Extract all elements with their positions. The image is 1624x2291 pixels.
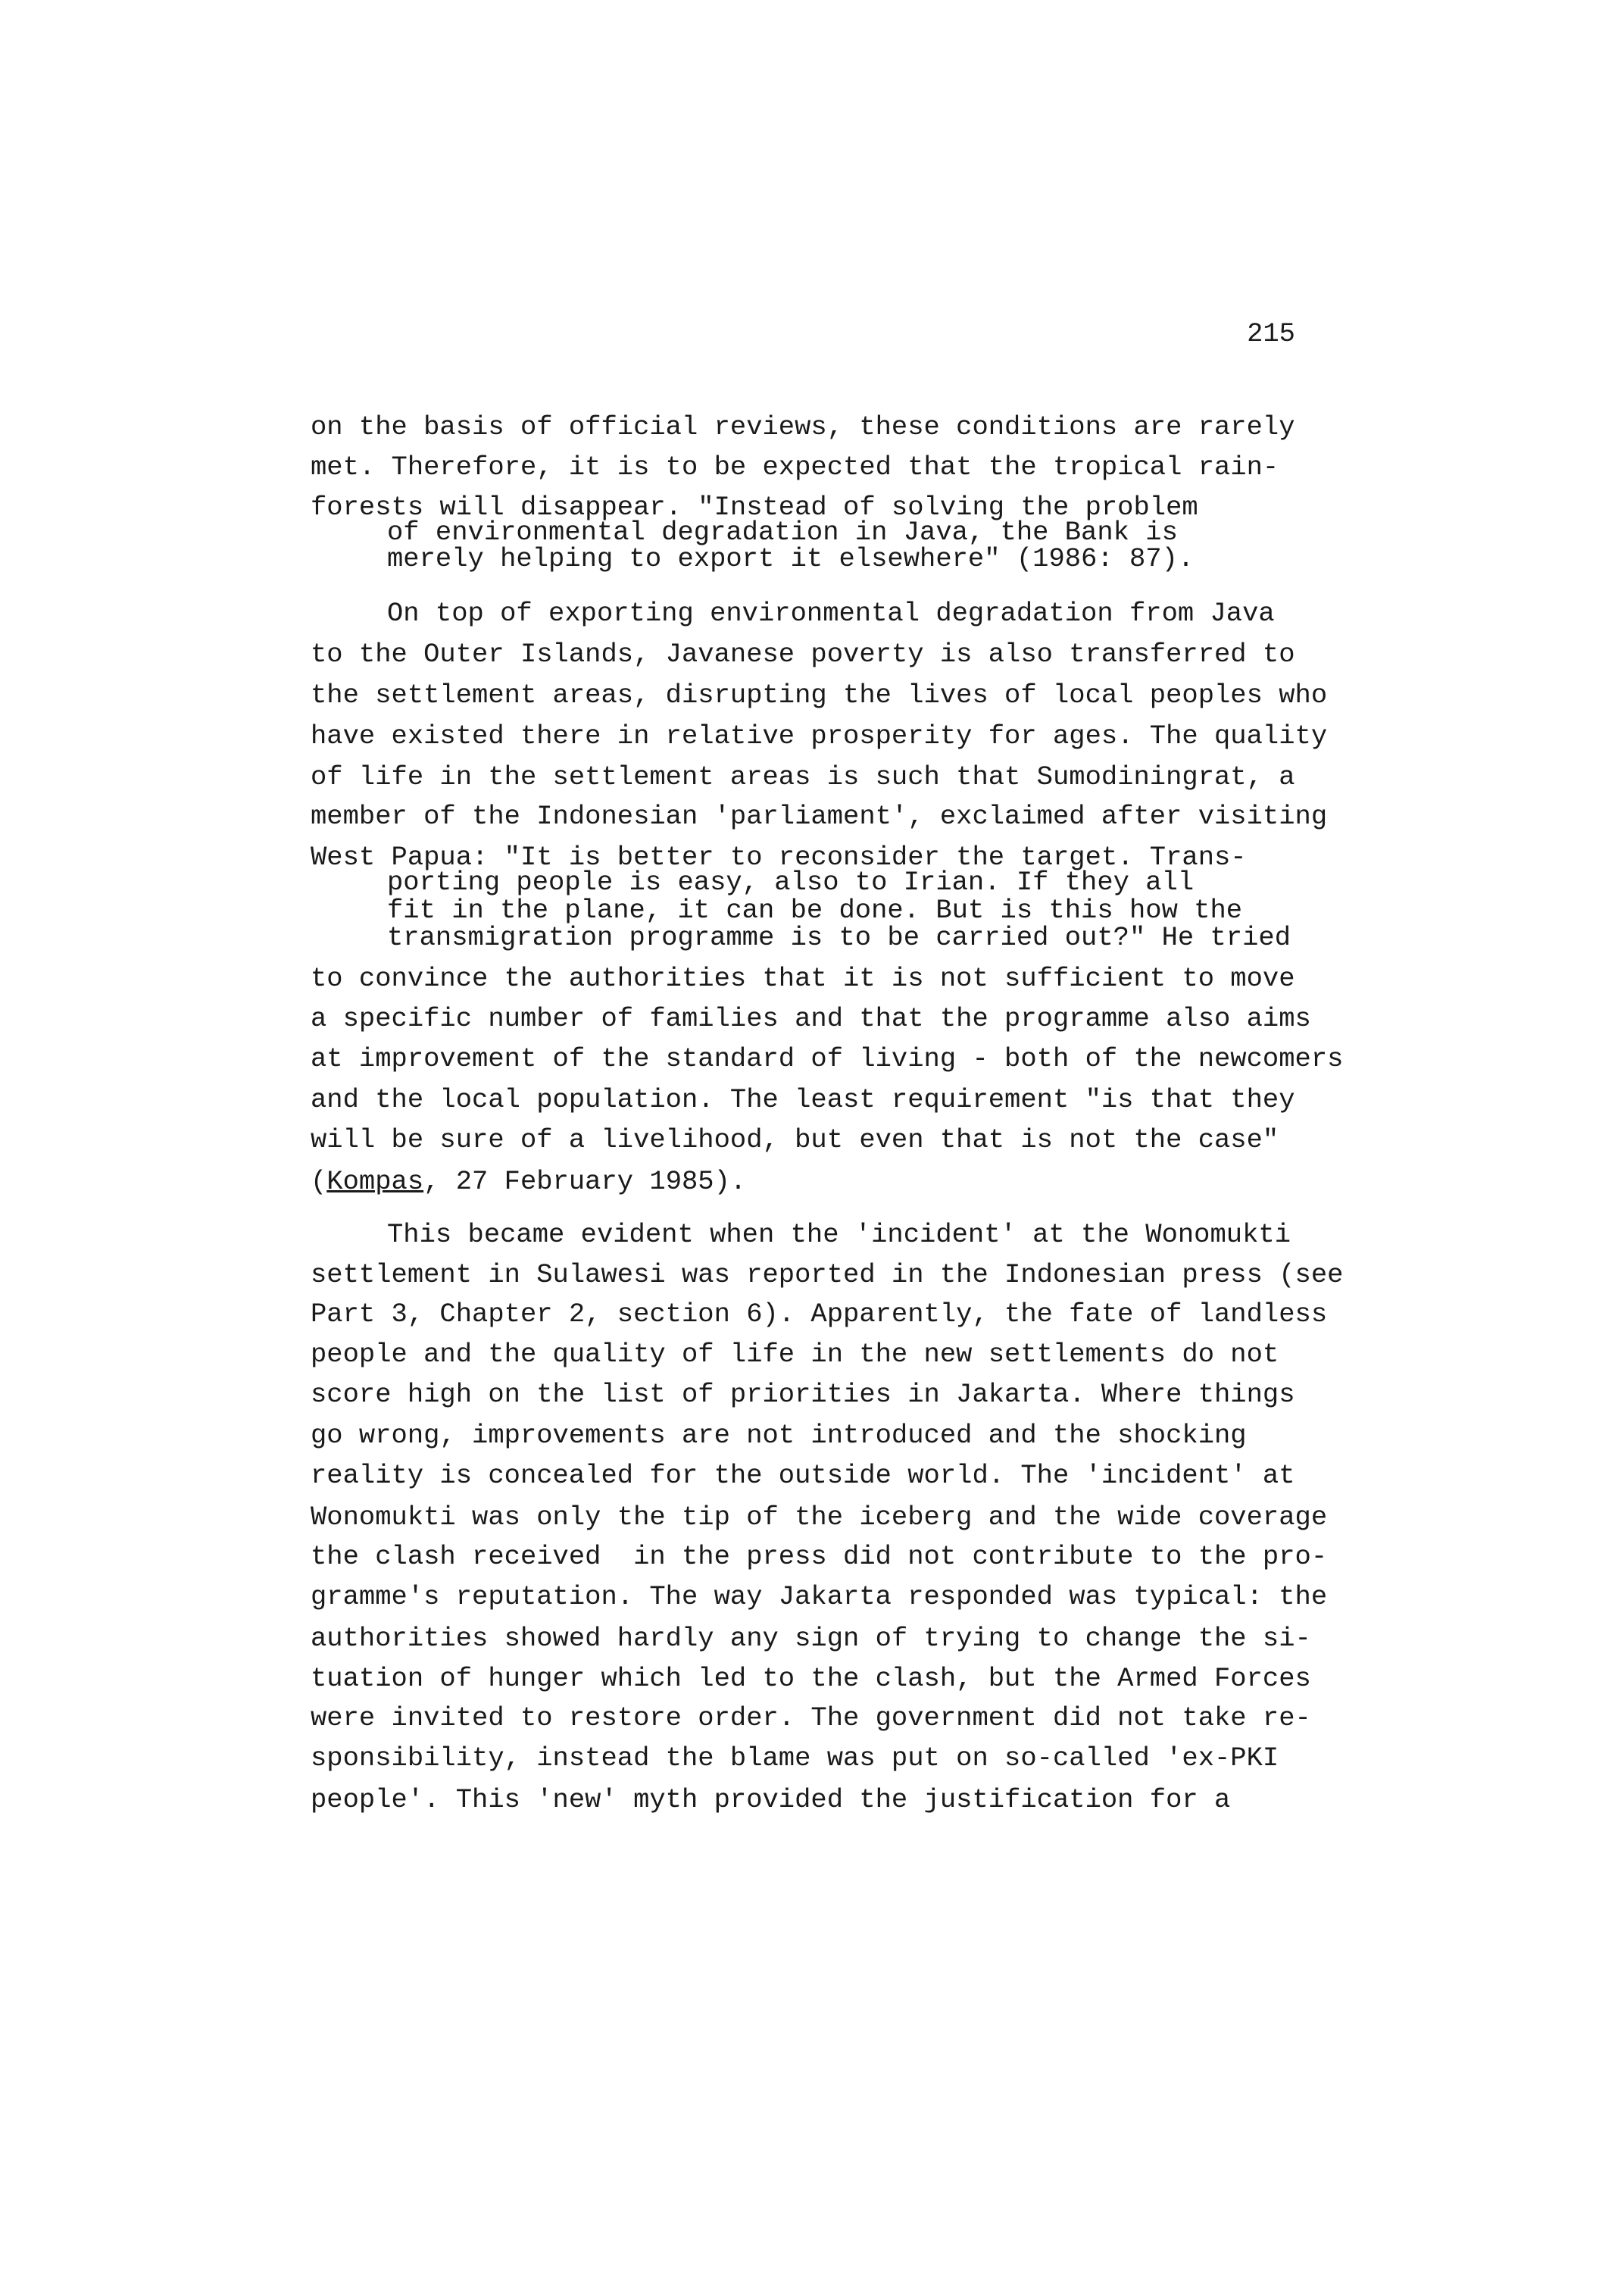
text-line: to the Outer Islands, Javanese poverty is also transferred to bbox=[311, 639, 1295, 670]
text-line: on the basis of official reviews, these conditions are rarely bbox=[311, 411, 1295, 442]
text-line: at improvement of the standard of living - both of the newcomers bbox=[311, 1043, 1344, 1074]
text-line: will be sure of a livelihood, but even that is not the case" bbox=[311, 1124, 1279, 1155]
quote-line: merely helping to export it elsewhere" (1986: 87). bbox=[387, 543, 1195, 574]
text-line: of life in the settlement areas is such that Sumodiningrat, a bbox=[311, 761, 1295, 792]
citation-line bbox=[311, 1161, 746, 1202]
text-line: member of the Indonesian 'parliament', exclaimed after visiting bbox=[311, 801, 1328, 832]
text-line: reality is concealed for the outside world. The 'incident' at bbox=[311, 1460, 1295, 1491]
text-line: people and the quality of life in the new settlements do not bbox=[311, 1339, 1279, 1370]
page-number: 215 bbox=[1247, 318, 1295, 349]
text-line: tuation of hunger which led to the clash, but the Armed Forces bbox=[311, 1663, 1311, 1694]
text-line: a specific number of families and that the programme also aims bbox=[311, 1003, 1311, 1034]
citation-source: Kompas bbox=[326, 1166, 424, 1197]
text-line: On top of exporting environmental degradation from Java bbox=[387, 598, 1275, 629]
text-line: met. Therefore, it is to be expected that the tropical rain- bbox=[311, 452, 1279, 483]
quote-line: transmigration programme is to be carried out?" He tried bbox=[387, 922, 1291, 953]
text-line: settlement in Sulawesi was reported in the Indonesian press (see bbox=[311, 1259, 1344, 1290]
text-line: forests will disappear. "Instead of solving the problem bbox=[311, 492, 1198, 523]
text-line: were invited to restore order. The government did not take re- bbox=[311, 1702, 1311, 1733]
quote-line: fit in the plane, it can be done. But is this how the bbox=[387, 895, 1243, 926]
text-line: score high on the list of priorities in Jakarta. Where things bbox=[311, 1379, 1295, 1410]
text-line: and the local population. The least requirement "is that they bbox=[311, 1084, 1295, 1115]
text-line: people'. This 'new' myth provided the justification for a bbox=[311, 1784, 1231, 1815]
text-line: to convince the authorities that it is not sufficient to move bbox=[311, 963, 1295, 994]
text-line: go wrong, improvements are not introduced and the shocking bbox=[311, 1420, 1247, 1451]
quote-line: porting people is easy, also to Irian. If they all bbox=[387, 867, 1195, 898]
text-line: West Papua: "It is better to reconsider the target. Trans- bbox=[311, 842, 1247, 873]
text-line: gramme's reputation. The way Jakarta responded was typical: the bbox=[311, 1581, 1328, 1612]
text-line: Wonomukti was only the tip of the iceberg and the wide coverage bbox=[311, 1502, 1328, 1533]
quote-line: of environmental degradation in Java, the Bank is bbox=[387, 517, 1178, 548]
text-line: the clash received in the press did not contribute to the pro- bbox=[311, 1541, 1328, 1572]
citation-open: ( bbox=[311, 1166, 327, 1197]
text-line: authorities showed hardly any sign of trying to change the si- bbox=[311, 1623, 1311, 1654]
citation-rest: , 27 February 1985). bbox=[423, 1166, 747, 1197]
text-line: This became evident when the 'incident' at the Wonomukti bbox=[387, 1219, 1291, 1250]
text-line: the settlement areas, disrupting the lives of local peoples who bbox=[311, 680, 1328, 711]
text-line: Part 3, Chapter 2, section 6). Apparently, the fate of landless bbox=[311, 1299, 1328, 1330]
text-line: sponsibility, instead the blame was put on so-called 'ex-PKI bbox=[311, 1742, 1279, 1774]
text-line: have existed there in relative prosperity for ages. The quality bbox=[311, 720, 1328, 752]
